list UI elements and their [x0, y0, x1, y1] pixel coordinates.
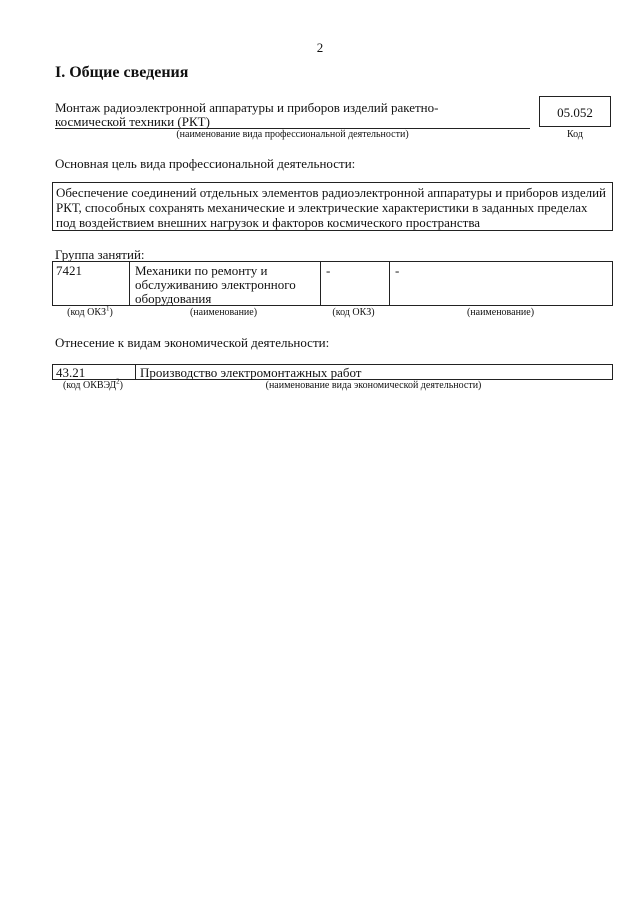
- page-number: 2: [316, 40, 324, 55]
- activity-code-caption: Код: [567, 129, 583, 140]
- activity-code: 05.052: [557, 105, 593, 120]
- goal-line-3: под воздействием внешних нагрузок и факторов космического пространства: [56, 215, 481, 230]
- economic-heading: Отнесение к видам экономической деятельности:: [55, 335, 330, 350]
- okz-code-2-caption: (код ОКЗ): [332, 307, 375, 318]
- activity-code-box: [539, 96, 611, 127]
- economic-divider: [135, 365, 136, 379]
- okz-code-1: 7421: [56, 263, 82, 278]
- okved-code: 43.21: [56, 365, 86, 380]
- occupations-divider-3: [389, 262, 390, 305]
- goal-box: [52, 182, 613, 231]
- occupation-name-1-line-2: обслуживанию электронного: [135, 277, 296, 292]
- occupation-name-2-caption: (наименование): [466, 307, 535, 318]
- occupations-table: [52, 261, 613, 306]
- economic-table: [52, 364, 613, 380]
- occupations-heading: Группа занятий:: [55, 247, 145, 262]
- activity-name-caption: (наименование вида профессиональной деятельности): [176, 129, 409, 140]
- economic-activity-name: Производство электромонтажных работ: [140, 365, 362, 380]
- goal-line-2: РКТ, способных сохранять механические и электрические характеристики в заданных пределах: [56, 200, 588, 215]
- okved-code-caption: (код ОКВЭД$^2$): [63, 377, 123, 391]
- activity-name-line-1: Монтаж радиоэлектронной аппаратуры и приборов изделий ракетно-: [55, 100, 439, 115]
- goal-heading: Основная цель вида профессиональной деятельности:: [55, 156, 356, 171]
- okz-code-1-caption: (код ОКЗ$^1$): [67, 304, 113, 318]
- okz-code-2: -: [326, 263, 331, 278]
- occupations-divider-2: [320, 262, 321, 305]
- occupations-divider-1: [129, 262, 130, 305]
- occupation-name-1-caption: (наименование): [189, 307, 258, 318]
- occupation-name-1-line-1: Механики по ремонту и: [135, 263, 268, 278]
- occupation-name-2: -: [395, 263, 400, 278]
- activity-name-line-2: космической техники (РКТ): [55, 114, 210, 129]
- economic-activity-caption: (наименование вида экономической деятельности): [265, 380, 482, 391]
- occupation-name-1-line-3: оборудования: [135, 291, 212, 306]
- section-title: I. Общие сведения: [55, 64, 189, 81]
- goal-line-1: Обеспечение соединений отдельных элементов радиоэлектронной аппаратуры и приборов изделий: [56, 185, 607, 200]
